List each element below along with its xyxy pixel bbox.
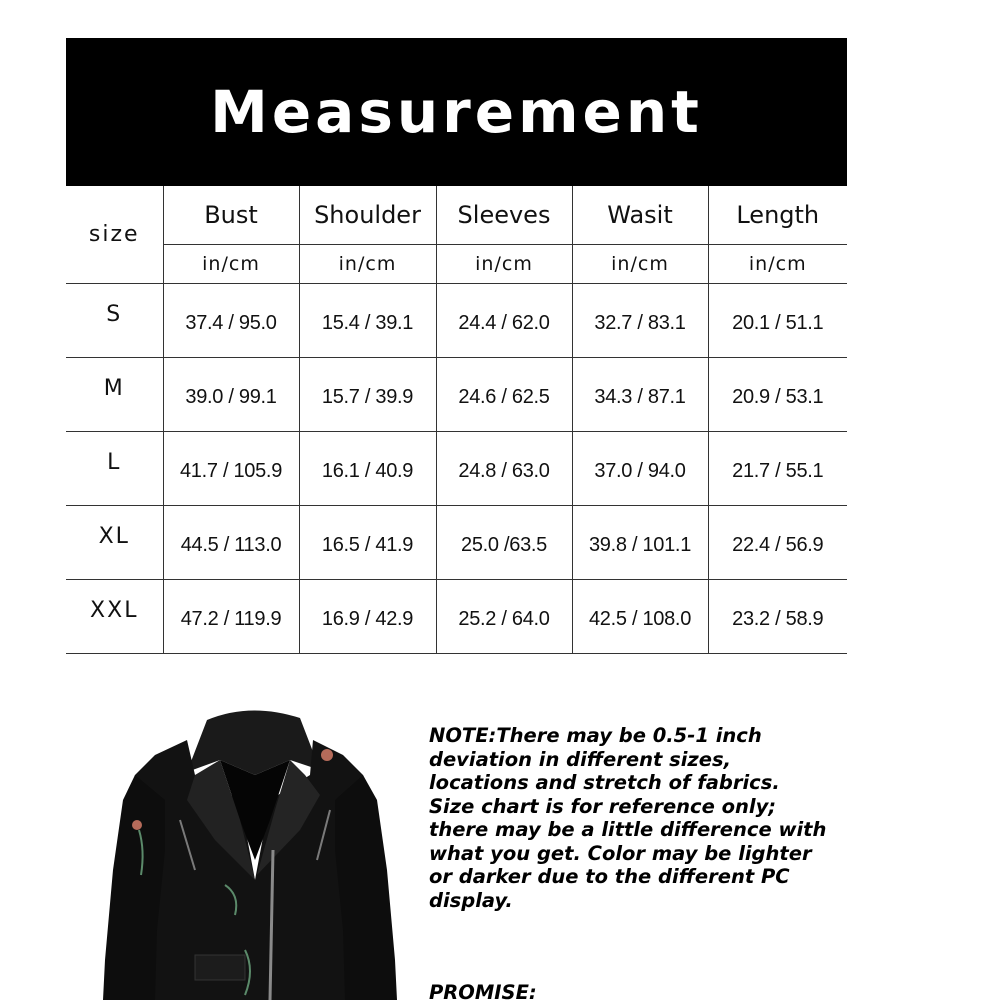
- table-cell: 16.5 / 41.9: [299, 506, 436, 580]
- table-cell: 16.1 / 40.9: [299, 432, 436, 506]
- table-cell: 37.0 / 94.0: [572, 432, 708, 506]
- column-header-length: Length: [708, 186, 847, 245]
- title-banner: [66, 38, 847, 186]
- table-row: [66, 580, 847, 654]
- size-label: XL: [66, 506, 163, 580]
- table-cell: 39.0 / 99.1: [163, 358, 299, 432]
- jacket-product-image: [95, 700, 405, 1000]
- table-header-row: [66, 186, 847, 245]
- table-cell: 42.5 / 108.0: [572, 580, 708, 654]
- table-row: [66, 432, 847, 506]
- size-label: L: [66, 432, 163, 506]
- table-cell: 25.2 / 64.0: [436, 580, 572, 654]
- table-cell: 20.1 / 51.1: [708, 284, 847, 358]
- unit-label: in/cm: [299, 245, 436, 284]
- unit-label: in/cm: [708, 245, 847, 284]
- unit-label: in/cm: [436, 245, 572, 284]
- column-header-waist: Wasit: [572, 186, 708, 245]
- table-cell: 25.0 /63.5: [436, 506, 572, 580]
- table-cell: 20.9 / 53.1: [708, 358, 847, 432]
- note-text: NOTE:There may be 0.5-1 inch deviation in different sizes, locations and stretch of fabrics. Size chart is for reference only; there may be a little difference with what you get. Color may be lighter or darker due to the different PC display.: [429, 724, 827, 912]
- page-title: Measurement: [210, 78, 703, 146]
- table-row: [66, 506, 847, 580]
- column-header-sleeves: Sleeves: [436, 186, 572, 245]
- unit-label: in/cm: [163, 245, 299, 284]
- size-label: S: [66, 284, 163, 358]
- promise-heading: PROMISE:: [429, 981, 537, 1004]
- table-cell: 41.7 / 105.9: [163, 432, 299, 506]
- table-cell: 39.8 / 101.1: [572, 506, 708, 580]
- size-label: XXL: [66, 580, 163, 654]
- table-cell: 24.6 / 62.5: [436, 358, 572, 432]
- size-chart-table: [66, 186, 847, 654]
- table-row: [66, 284, 847, 358]
- table-cell: 15.4 / 39.1: [299, 284, 436, 358]
- table-cell: 15.7 / 39.9: [299, 358, 436, 432]
- table-cell: 47.2 / 119.9: [163, 580, 299, 654]
- column-header-bust: Bust: [163, 186, 299, 245]
- table-cell: 21.7 / 55.1: [708, 432, 847, 506]
- column-header-shoulder: Shoulder: [299, 186, 436, 245]
- unit-label: in/cm: [572, 245, 708, 284]
- size-label: M: [66, 358, 163, 432]
- table-cell: 37.4 / 95.0: [163, 284, 299, 358]
- size-column-header: size: [66, 186, 163, 284]
- unit-row: [66, 245, 847, 284]
- table-cell: 24.4 / 62.0: [436, 284, 572, 358]
- table-cell: 22.4 / 56.9: [708, 506, 847, 580]
- table-cell: 16.9 / 42.9: [299, 580, 436, 654]
- table-cell: 44.5 / 113.0: [163, 506, 299, 580]
- table-cell: 24.8 / 63.0: [436, 432, 572, 506]
- table-cell: 32.7 / 83.1: [572, 284, 708, 358]
- table-cell: 23.2 / 58.9: [708, 580, 847, 654]
- table-row: [66, 358, 847, 432]
- table-cell: 34.3 / 87.1: [572, 358, 708, 432]
